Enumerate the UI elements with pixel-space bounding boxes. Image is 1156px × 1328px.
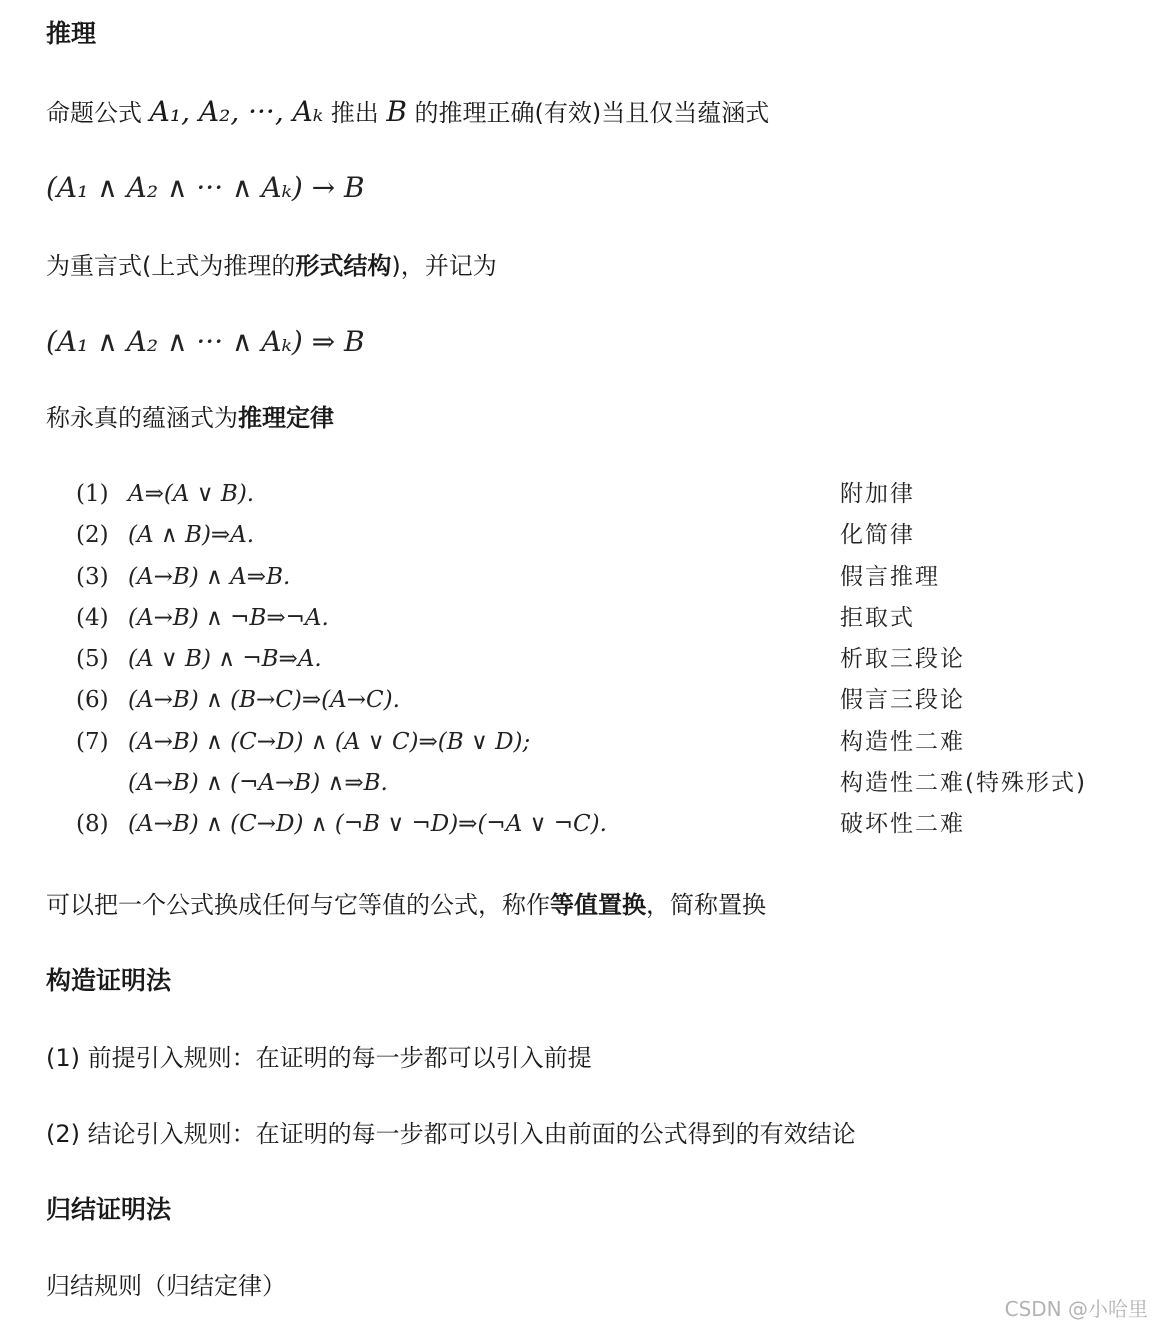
substitution-prefix: 可以把一个公式换成任何与它等值的公式，称作 xyxy=(46,891,550,919)
law-definition-prefix: 称永真的蕴涵式为 xyxy=(46,404,238,432)
page-title: 推理 xyxy=(46,19,97,48)
resolution-proof-heading: 归结证明法 xyxy=(46,1195,172,1224)
law-number: (4) xyxy=(76,604,109,631)
law-row xyxy=(76,639,1146,680)
law-name: 化简律 xyxy=(840,522,915,549)
intro-paragraph xyxy=(46,95,1136,130)
tautology-suffix: )，并记为 xyxy=(391,252,497,280)
law-row xyxy=(76,598,1146,639)
law-formula: (A→B) ∧ A⇒B. xyxy=(128,563,291,590)
watermark: CSDN @小哈里 xyxy=(1004,1297,1148,1321)
law-row xyxy=(76,804,1146,845)
law-number: (5) xyxy=(76,646,109,673)
construct-proof-heading: 构造证明法 xyxy=(46,966,172,995)
law-row xyxy=(76,680,1146,721)
law-name: 析取三段论 xyxy=(840,646,965,673)
law-name: 破坏性二难 xyxy=(840,811,965,838)
entailment-formula: (A₁ ∧ A₂ ∧ ··· ∧ Aₖ) ⇒ B xyxy=(46,325,365,358)
law-name: 构造性二难(特殊形式) xyxy=(840,770,1087,797)
law-name: 假言推理 xyxy=(840,563,940,590)
intro-prefix: 命题公式 xyxy=(46,99,150,127)
intro-mid: 推出 xyxy=(323,99,387,127)
law-row xyxy=(76,763,1146,804)
law-row xyxy=(76,474,1146,515)
law-number: (1) xyxy=(76,481,109,507)
law-name: 假言三段论 xyxy=(840,687,965,714)
conclusion-rule: (2) 结论引入规则：在证明的每一步都可以引入由前面的公式得到的有效结论 xyxy=(46,1120,856,1148)
formal-structure-term: 形式结构 xyxy=(295,252,392,280)
inference-laws-table xyxy=(76,474,1146,846)
inference-law-term: 推理定律 xyxy=(238,404,334,432)
law-formula: (A ∧ B)⇒A. xyxy=(128,522,255,549)
implication-formula: (A₁ ∧ A₂ ∧ ··· ∧ Aₖ) → B xyxy=(46,171,365,204)
law-definition-paragraph xyxy=(46,401,1136,435)
law-name: 构造性二难 xyxy=(840,728,965,755)
law-number: (2) xyxy=(76,522,109,549)
law-row xyxy=(76,722,1146,763)
intro-suffix: 的推理正确(有效)当且仅当蕴涵式 xyxy=(406,99,770,127)
tautology-prefix: 为重言式(上式为推理的 xyxy=(46,252,296,280)
law-formula: (A→B) ∧ (B→C)⇒(A→C). xyxy=(128,687,400,714)
substitution-suffix: ，简称置换 xyxy=(646,891,766,919)
law-formula: A⇒(A ∨ B). xyxy=(128,481,255,507)
law-name: 附加律 xyxy=(840,481,915,507)
resolution-rule: 归结规则（归结定律） xyxy=(46,1272,286,1300)
premise-rule: (1) 前提引入规则：在证明的每一步都可以引入前提 xyxy=(46,1044,592,1072)
law-row xyxy=(76,557,1146,598)
equivalence-substitution-term: 等值置换 xyxy=(550,891,646,919)
premises-math: A₁, A₂, ···, Aₖ xyxy=(149,95,324,128)
law-formula: (A→B) ∧ (C→D) ∧ (¬B ∨ ¬D)⇒(¬A ∨ ¬C). xyxy=(128,811,607,838)
law-row xyxy=(76,515,1146,556)
law-number: (8) xyxy=(76,811,109,838)
law-name: 拒取式 xyxy=(840,604,915,631)
law-number: (6) xyxy=(76,687,109,714)
law-formula: (A→B) ∧ (C→D) ∧ (A ∨ C)⇒(B ∨ D); xyxy=(128,728,531,755)
law-formula: (A ∨ B) ∧ ¬B⇒A. xyxy=(128,646,322,673)
law-number: (7) xyxy=(76,728,109,755)
law-formula: (A→B) ∧ (¬A→B) ∧⇒B. xyxy=(128,770,388,797)
substitution-paragraph xyxy=(46,888,1136,922)
law-formula: (A→B) ∧ ¬B⇒¬A. xyxy=(128,604,329,631)
conclusion-math: B xyxy=(386,95,407,128)
law-number: (3) xyxy=(76,563,109,590)
tautology-paragraph xyxy=(46,249,1136,283)
